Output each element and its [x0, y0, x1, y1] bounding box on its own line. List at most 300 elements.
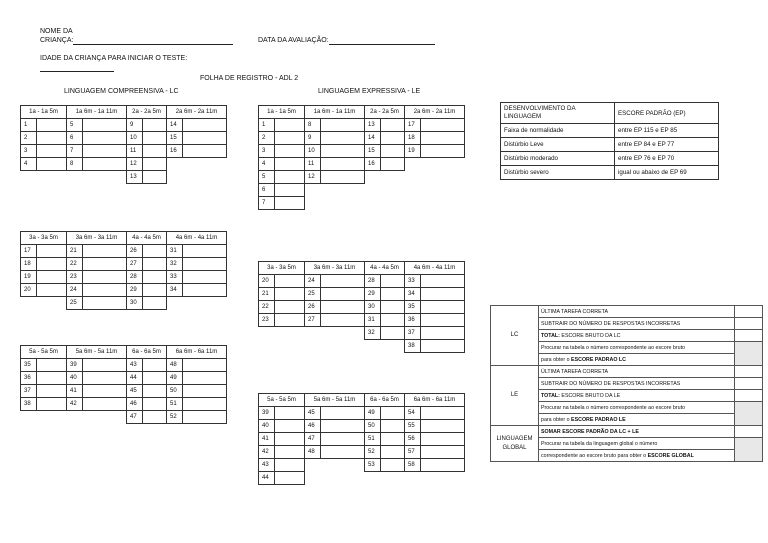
item-mark-cell[interactable]: [143, 171, 167, 184]
empty-cell: [365, 184, 381, 197]
item-number: 34: [167, 284, 183, 297]
item-mark-cell[interactable]: [321, 132, 365, 145]
ref-header-row: [501, 103, 719, 124]
grid-row: [259, 145, 465, 158]
item-number: 44: [259, 472, 275, 485]
le-grid-3: [258, 393, 465, 485]
lc-escore-value[interactable]: [735, 342, 763, 366]
item-mark-cell[interactable]: [275, 314, 305, 327]
idade-field[interactable]: [40, 63, 114, 72]
item-mark-cell[interactable]: [83, 271, 127, 284]
ref-cell-category: Distúrbio Leve: [501, 138, 615, 152]
item-number: 21: [259, 288, 275, 301]
item-mark-cell[interactable]: [83, 359, 127, 372]
item-mark-cell[interactable]: [275, 184, 305, 197]
grid-row: [259, 301, 465, 314]
empty-cell: [381, 472, 405, 485]
item-number: 30: [127, 297, 143, 310]
empty-cell: [37, 297, 67, 310]
age-band-header: 4a - 4a 5m: [365, 262, 405, 275]
item-number: 6: [67, 132, 83, 145]
item-number: 16: [365, 158, 381, 171]
grid-row: [259, 119, 465, 132]
item-mark-cell[interactable]: [321, 407, 365, 420]
age-band-header: 2a 6m - 2a 11m: [167, 106, 227, 119]
item-number: 29: [365, 288, 381, 301]
item-number: 45: [305, 407, 321, 420]
item-mark-cell[interactable]: [143, 245, 167, 258]
item-mark-cell[interactable]: [421, 407, 465, 420]
age-band-header: 1a - 1a 5m: [21, 106, 67, 119]
item-mark-cell[interactable]: [83, 119, 127, 132]
item-mark-cell[interactable]: [381, 158, 405, 171]
item-number: 25: [305, 288, 321, 301]
empty-cell: [405, 171, 421, 184]
item-mark-cell[interactable]: [143, 271, 167, 284]
grid-row: [259, 420, 465, 433]
item-number: 54: [405, 407, 421, 420]
item-mark-cell[interactable]: [321, 119, 365, 132]
item-mark-cell[interactable]: [381, 407, 405, 420]
age-band-header: 4a 6m - 4a 11m: [405, 262, 465, 275]
lc-subtrair: SUBTRAIR DO NÚMERO DE RESPOSTAS INCORRETAS: [539, 318, 735, 330]
item-mark-cell[interactable]: [421, 145, 465, 158]
empty-cell: [381, 171, 405, 184]
item-mark-cell[interactable]: [143, 411, 167, 424]
item-mark-cell[interactable]: [37, 271, 67, 284]
item-mark-cell[interactable]: [421, 301, 465, 314]
item-mark-cell[interactable]: [83, 297, 127, 310]
item-mark-cell[interactable]: [183, 411, 227, 424]
lc-escore-padrao: ESCORE PADRAO LC: [571, 356, 626, 363]
item-mark-cell[interactable]: [37, 385, 67, 398]
nome-label-line1: NOME DA: [40, 28, 73, 35]
grid-row: [259, 340, 465, 353]
ref-row: [501, 138, 719, 152]
item-mark-cell[interactable]: [183, 385, 227, 398]
grid-row: [21, 284, 227, 297]
item-number: 39: [259, 407, 275, 420]
lc-total-text: ESCORE BRUTO DA LC: [559, 332, 621, 339]
empty-cell: [421, 197, 465, 210]
item-mark-cell[interactable]: [381, 446, 405, 459]
global-escore: ESCORE GLOBAL: [647, 452, 694, 459]
le-total-bold: TOTAL:: [541, 392, 560, 399]
item-number: 52: [365, 446, 381, 459]
item-mark-cell[interactable]: [275, 119, 305, 132]
item-mark-cell[interactable]: [321, 314, 365, 327]
item-mark-cell[interactable]: [275, 288, 305, 301]
item-mark-cell[interactable]: [183, 119, 227, 132]
age-band-header: 3a 6m - 3a 11m: [305, 262, 365, 275]
grid-row: [259, 446, 465, 459]
item-number: 50: [365, 420, 381, 433]
item-mark-cell[interactable]: [143, 359, 167, 372]
item-mark-cell[interactable]: [37, 145, 67, 158]
item-mark-cell[interactable]: [321, 301, 365, 314]
lc-subtrair-value[interactable]: [735, 318, 763, 330]
item-mark-cell[interactable]: [143, 372, 167, 385]
item-number: 44: [127, 372, 143, 385]
item-mark-cell[interactable]: [381, 314, 405, 327]
grid-header-row: [259, 106, 465, 119]
lc-grid-3: [20, 345, 227, 424]
item-mark-cell[interactable]: [183, 372, 227, 385]
item-mark-cell[interactable]: [83, 385, 127, 398]
item-mark-cell[interactable]: [275, 171, 305, 184]
item-mark-cell[interactable]: [143, 398, 167, 411]
grid-row: [21, 385, 227, 398]
item-mark-cell[interactable]: [37, 132, 67, 145]
item-number: 24: [305, 275, 321, 288]
item-mark-cell[interactable]: [421, 288, 465, 301]
lc-summary-label: LC: [491, 306, 539, 366]
item-mark-cell[interactable]: [321, 288, 365, 301]
item-mark-cell[interactable]: [37, 158, 67, 171]
grid-header-row: [259, 394, 465, 407]
item-mark-cell[interactable]: [143, 297, 167, 310]
le-procurar-a: Procurar na tabela o número correspondente ao escore bruto: [539, 402, 735, 414]
item-number: 43: [259, 459, 275, 472]
item-number: 26: [305, 301, 321, 314]
item-number: 25: [67, 297, 83, 310]
item-number: 9: [127, 119, 143, 132]
item-number: 22: [259, 301, 275, 314]
item-number: 6: [259, 184, 275, 197]
item-number: 5: [259, 171, 275, 184]
item-mark-cell[interactable]: [381, 327, 405, 340]
item-number: 40: [259, 420, 275, 433]
item-mark-cell[interactable]: [143, 284, 167, 297]
item-mark-cell[interactable]: [321, 275, 365, 288]
item-mark-cell[interactable]: [143, 119, 167, 132]
item-mark-cell[interactable]: [275, 472, 305, 485]
item-number: 31: [365, 314, 381, 327]
empty-cell: [167, 297, 183, 310]
empty-cell: [275, 327, 305, 340]
item-number: 53: [365, 459, 381, 472]
item-mark-cell[interactable]: [275, 158, 305, 171]
item-mark-cell[interactable]: [381, 275, 405, 288]
ref-row: [501, 124, 719, 138]
item-mark-cell[interactable]: [381, 288, 405, 301]
item-number: 38: [405, 340, 421, 353]
item-mark-cell[interactable]: [421, 314, 465, 327]
item-mark-cell[interactable]: [421, 275, 465, 288]
item-mark-cell[interactable]: [321, 446, 365, 459]
item-number: 27: [127, 258, 143, 271]
item-number: 38: [21, 398, 37, 411]
le-escore-padrao: ESCORE PADRAO LE: [571, 416, 626, 423]
empty-cell: [83, 171, 127, 184]
grid-row: [259, 314, 465, 327]
empty-cell: [321, 327, 365, 340]
item-number: 58: [405, 459, 421, 472]
item-mark-cell[interactable]: [275, 301, 305, 314]
age-band-header: 5a 6m - 5a 11m: [305, 394, 365, 407]
empty-cell: [305, 184, 321, 197]
item-mark-cell[interactable]: [275, 132, 305, 145]
empty-cell: [183, 171, 227, 184]
item-mark-cell[interactable]: [37, 119, 67, 132]
ref-cell-category: Distúrbio severo: [501, 166, 615, 180]
le-title: LINGUAGEM EXPRESSIVA - LE: [318, 88, 421, 95]
item-number: 29: [127, 284, 143, 297]
item-number: 41: [259, 433, 275, 446]
item-mark-cell[interactable]: [381, 145, 405, 158]
item-mark-cell[interactable]: [321, 145, 365, 158]
empty-cell: [305, 472, 321, 485]
grid-row: [259, 158, 465, 171]
age-band-header: 1a 6m - 1a 11m: [67, 106, 127, 119]
item-number: 36: [405, 314, 421, 327]
le-subtrair-value[interactable]: [735, 378, 763, 390]
le-summary-label: LE: [491, 366, 539, 426]
item-mark-cell[interactable]: [421, 446, 465, 459]
item-number: 12: [127, 158, 143, 171]
lc-ultima-tarefa: ÚLTIMA TAREFA CORRETA: [539, 306, 735, 318]
age-band-header: 2a - 2a 5m: [127, 106, 167, 119]
empty-cell: [21, 411, 37, 424]
item-mark-cell[interactable]: [83, 132, 127, 145]
item-number: 47: [305, 433, 321, 446]
item-number: 35: [21, 359, 37, 372]
empty-cell: [321, 459, 365, 472]
item-number: 13: [127, 171, 143, 184]
global-procurar-b-text: correspondente ao escore bruto para obter o: [541, 452, 648, 459]
empty-cell: [421, 184, 465, 197]
item-number: 11: [305, 158, 321, 171]
item-mark-cell[interactable]: [321, 433, 365, 446]
le-total: [539, 390, 735, 402]
le-escore-value[interactable]: [735, 402, 763, 426]
item-number: 4: [259, 158, 275, 171]
empty-cell: [421, 158, 465, 171]
item-mark-cell[interactable]: [143, 258, 167, 271]
item-number: 41: [67, 385, 83, 398]
item-mark-cell[interactable]: [381, 459, 405, 472]
item-mark-cell[interactable]: [37, 284, 67, 297]
ref-cell-range: entre EP 76 e EP 70: [615, 152, 719, 166]
item-mark-cell[interactable]: [183, 359, 227, 372]
item-mark-cell[interactable]: [183, 284, 227, 297]
item-mark-cell[interactable]: [83, 284, 127, 297]
item-number: 40: [67, 372, 83, 385]
item-mark-cell[interactable]: [421, 459, 465, 472]
item-mark-cell[interactable]: [421, 340, 465, 353]
empty-cell: [37, 171, 67, 184]
item-number: 37: [405, 327, 421, 340]
item-number: 42: [259, 446, 275, 459]
item-mark-cell[interactable]: [321, 171, 365, 184]
grid-row: [259, 407, 465, 420]
global-somar-value[interactable]: [735, 426, 763, 438]
ref-cell-category: Distúrbio moderado: [501, 152, 615, 166]
item-mark-cell[interactable]: [275, 407, 305, 420]
data-field[interactable]: [329, 36, 435, 45]
empty-cell: [21, 297, 37, 310]
empty-cell: [321, 472, 365, 485]
global-escore-value[interactable]: [735, 438, 763, 462]
grid-row: [21, 145, 227, 158]
global-procurar-a: Procurar na tabela da linguagem global o número: [539, 438, 735, 450]
item-number: 32: [167, 258, 183, 271]
item-number: 49: [365, 407, 381, 420]
grid-header-row: [259, 262, 465, 275]
item-mark-cell[interactable]: [421, 119, 465, 132]
age-band-header: 3a - 3a 5m: [21, 232, 67, 245]
item-mark-cell[interactable]: [183, 132, 227, 145]
item-number: 17: [21, 245, 37, 258]
grid-row: [21, 132, 227, 145]
lc-title: LINGUAGEM COMPREENSIVA - LC: [64, 88, 179, 95]
item-number: 34: [405, 288, 421, 301]
item-number: 26: [127, 245, 143, 258]
le-procurar-b: [539, 414, 735, 426]
item-mark-cell[interactable]: [183, 145, 227, 158]
le-row-ultima: [491, 366, 763, 378]
item-number: 11: [127, 145, 143, 158]
le-subtrair: SUBTRAIR DO NÚMERO DE RESPOSTAS INCORRETAS: [539, 378, 735, 390]
item-number: 43: [127, 359, 143, 372]
empty-cell: [365, 340, 381, 353]
grid-header-row: [21, 346, 227, 359]
empty-cell: [83, 411, 127, 424]
item-number: 23: [67, 271, 83, 284]
le-total-value[interactable]: [735, 390, 763, 402]
empty-cell: [305, 340, 321, 353]
grid-header-row: [21, 106, 227, 119]
ref-header-desenvolvimento: DESENVOLVIMENTO DA LINGUAGEM: [501, 103, 615, 124]
item-number: 7: [67, 145, 83, 158]
item-number: 8: [67, 158, 83, 171]
global-procurar-b: [539, 450, 735, 462]
item-mark-cell[interactable]: [37, 398, 67, 411]
grid-row: [21, 258, 227, 271]
item-mark-cell[interactable]: [421, 327, 465, 340]
nome-label-line2: CRIANÇA:: [40, 37, 74, 44]
item-number: 52: [167, 411, 183, 424]
item-number: 15: [365, 145, 381, 158]
ref-table: [500, 102, 719, 180]
item-mark-cell[interactable]: [275, 145, 305, 158]
item-mark-cell[interactable]: [381, 119, 405, 132]
nome-label: [40, 27, 233, 45]
grid-row: [259, 132, 465, 145]
item-number: 28: [127, 271, 143, 284]
item-mark-cell[interactable]: [381, 301, 405, 314]
item-mark-cell[interactable]: [143, 158, 167, 171]
empty-cell: [381, 340, 405, 353]
grid-row: [21, 245, 227, 258]
item-mark-cell[interactable]: [381, 132, 405, 145]
item-mark-cell[interactable]: [421, 433, 465, 446]
age-band-header: 5a - 5a 5m: [21, 346, 67, 359]
item-mark-cell[interactable]: [275, 446, 305, 459]
empty-cell: [183, 158, 227, 171]
item-mark-cell[interactable]: [143, 145, 167, 158]
item-mark-cell[interactable]: [275, 459, 305, 472]
empty-cell: [167, 171, 183, 184]
item-number: 57: [405, 446, 421, 459]
age-band-header: 1a 6m - 1a 11m: [305, 106, 365, 119]
item-number: 35: [405, 301, 421, 314]
item-number: 42: [67, 398, 83, 411]
lc-total-value[interactable]: [735, 330, 763, 342]
age-band-header: 4a 6m - 4a 11m: [167, 232, 227, 245]
item-mark-cell[interactable]: [381, 433, 405, 446]
item-number: 24: [67, 284, 83, 297]
item-number: 51: [167, 398, 183, 411]
item-number: 46: [127, 398, 143, 411]
item-mark-cell[interactable]: [275, 433, 305, 446]
item-mark-cell[interactable]: [275, 420, 305, 433]
grid-row: [21, 372, 227, 385]
item-mark-cell[interactable]: [321, 420, 365, 433]
item-mark-cell[interactable]: [275, 197, 305, 210]
le-ultima-value[interactable]: [735, 366, 763, 378]
global-row-somar: [491, 426, 763, 438]
item-mark-cell[interactable]: [183, 258, 227, 271]
item-mark-cell[interactable]: [83, 258, 127, 271]
empty-cell: [405, 197, 421, 210]
ref-row: [501, 152, 719, 166]
empty-cell: [365, 197, 381, 210]
age-band-header: 6a 6m - 6a 11m: [167, 346, 227, 359]
item-number: 18: [405, 132, 421, 145]
item-mark-cell[interactable]: [321, 158, 365, 171]
item-number: 2: [21, 132, 37, 145]
item-mark-cell[interactable]: [37, 258, 67, 271]
item-mark-cell[interactable]: [421, 420, 465, 433]
item-mark-cell[interactable]: [83, 245, 127, 258]
nome-field[interactable]: [73, 36, 233, 45]
empty-cell: [405, 472, 421, 485]
item-mark-cell[interactable]: [275, 275, 305, 288]
item-mark-cell[interactable]: [183, 398, 227, 411]
empty-cell: [421, 472, 465, 485]
item-mark-cell[interactable]: [421, 132, 465, 145]
grid-row: [259, 171, 465, 184]
item-mark-cell[interactable]: [83, 398, 127, 411]
empty-cell: [21, 171, 37, 184]
item-mark-cell[interactable]: [183, 245, 227, 258]
item-mark-cell[interactable]: [83, 372, 127, 385]
item-mark-cell[interactable]: [83, 158, 127, 171]
item-mark-cell[interactable]: [183, 271, 227, 284]
global-somar-text: SOMAR ESCORE PADRÃO DA LC + LE: [541, 428, 639, 435]
item-mark-cell[interactable]: [37, 372, 67, 385]
item-number: 45: [127, 385, 143, 398]
age-band-header: 4a - 4a 5m: [127, 232, 167, 245]
item-mark-cell[interactable]: [83, 145, 127, 158]
ref-cell-category: Faixa de normalidade: [501, 124, 615, 138]
grid-row: [259, 275, 465, 288]
item-number: 37: [21, 385, 37, 398]
grid-row: [21, 398, 227, 411]
item-mark-cell[interactable]: [143, 385, 167, 398]
item-mark-cell[interactable]: [381, 420, 405, 433]
lc-ultima-value[interactable]: [735, 306, 763, 318]
empty-cell: [259, 327, 275, 340]
item-mark-cell[interactable]: [37, 359, 67, 372]
item-number: 56: [405, 433, 421, 446]
item-mark-cell[interactable]: [37, 245, 67, 258]
grid-row: [21, 119, 227, 132]
grid-row: [21, 271, 227, 284]
empty-cell: [365, 472, 381, 485]
item-mark-cell[interactable]: [143, 132, 167, 145]
